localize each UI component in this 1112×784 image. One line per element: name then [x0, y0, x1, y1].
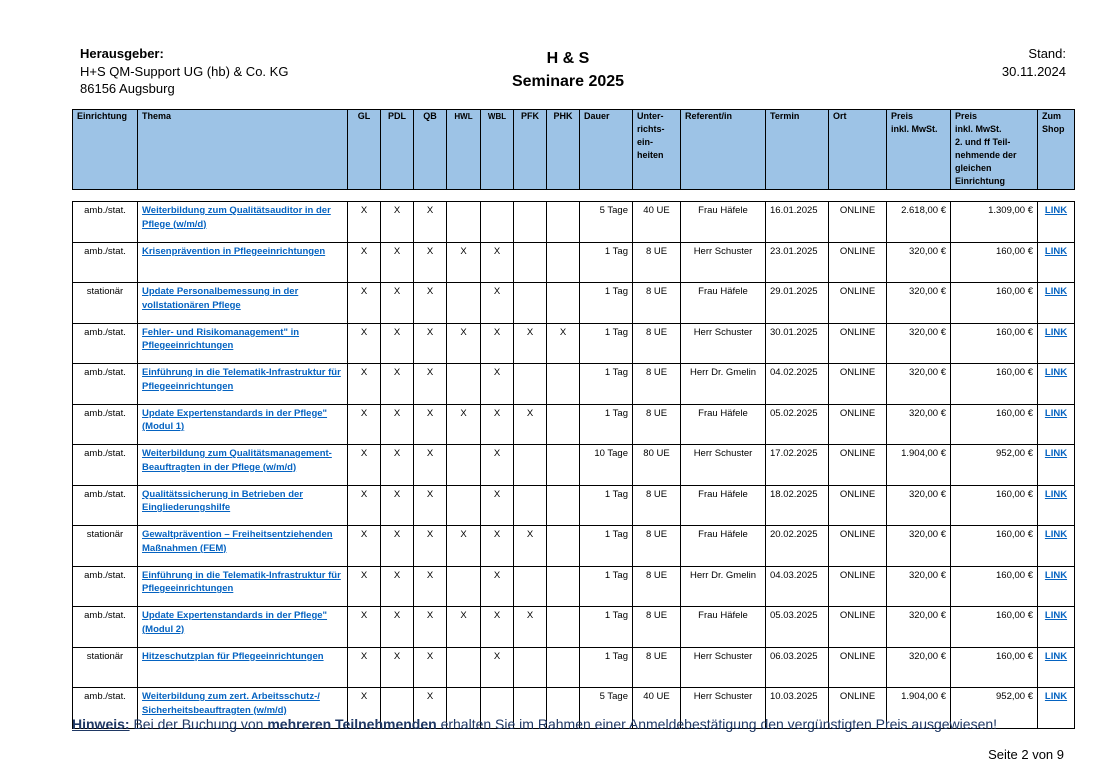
cell-pfk — [514, 647, 547, 688]
note-text-bold: mehreren Teilnehmenden — [267, 716, 437, 732]
spacer-row — [73, 190, 1075, 202]
cell-phk — [547, 647, 580, 688]
cell-termin: 20.02.2025 — [766, 526, 829, 567]
col-header: Ort — [829, 110, 887, 190]
cell-pdl: X — [381, 242, 414, 283]
cell-phk — [547, 526, 580, 567]
cell-wbl: X — [481, 445, 514, 486]
cell-referent: Frau Häfele — [681, 202, 766, 243]
cell-gl: X — [348, 607, 381, 648]
col-header: PFK — [514, 110, 547, 190]
cell-hwl — [447, 202, 481, 243]
stand-block — [1002, 45, 1066, 80]
cell-gl: X — [348, 242, 381, 283]
spacer-cell — [73, 190, 1075, 202]
cell-ort: ONLINE — [829, 283, 887, 324]
shop-link[interactable]: LINK — [1044, 691, 1068, 702]
cell-preis: 1.904,00 € — [887, 688, 951, 729]
seminar-title-link[interactable]: Weiterbildung zum Qualitätsmanagement-Beauftragten in der Pflege (w/m/d) — [142, 448, 332, 473]
cell-wbl: X — [481, 485, 514, 526]
cell-pfk: X — [514, 404, 547, 445]
cell-ort: ONLINE — [829, 566, 887, 607]
title-line-2: Seminare 2025 — [511, 73, 625, 90]
cell-qb: X — [414, 283, 447, 324]
shop-link[interactable]: LINK — [1044, 245, 1068, 257]
cell-ort: ONLINE — [829, 404, 887, 445]
cell-preis: 2.618,00 € — [887, 202, 951, 243]
cell-dauer: 1 Tag — [580, 404, 633, 445]
cell-ue: 8 UE — [633, 242, 681, 283]
stand-date: 30.11.2024 — [1001, 63, 1066, 79]
cell-link — [1038, 242, 1075, 283]
cell-phk — [547, 364, 580, 405]
publisher-block — [80, 45, 288, 98]
cell-qb: X — [414, 445, 447, 486]
cell-qb: X — [414, 566, 447, 607]
cell-termin: 16.01.2025 — [766, 202, 829, 243]
cell-hwl: X — [447, 404, 481, 445]
shop-link[interactable]: LINK — [1044, 448, 1068, 459]
col-header: Einrichtung — [73, 110, 138, 190]
cell-ue: 8 UE — [633, 647, 681, 688]
shop-link[interactable]: LINK — [1044, 569, 1068, 581]
cell-referent: Herr Schuster — [681, 323, 766, 364]
table-row — [73, 364, 1075, 405]
seminar-title-link[interactable]: Hitzeschutzplan für Pflegeeinrichtungen — [142, 650, 324, 662]
cell-referent: Frau Häfele — [681, 526, 766, 567]
cell-pfk: X — [514, 607, 547, 648]
cell-gl: X — [348, 323, 381, 364]
stand-label: Stand: — [1028, 46, 1066, 61]
cell-preis: 320,00 € — [887, 404, 951, 445]
shop-link[interactable]: LINK — [1044, 529, 1068, 540]
cell-phk — [547, 445, 580, 486]
table-row — [73, 404, 1075, 445]
cell-ort: ONLINE — [829, 526, 887, 567]
cell-wbl: X — [481, 323, 514, 364]
cell-dauer: 1 Tag — [580, 323, 633, 364]
cell-link — [1038, 566, 1075, 607]
cell-gl: X — [348, 364, 381, 405]
page-number: Seite 2 von 9 — [988, 747, 1064, 762]
cell-hwl — [447, 485, 481, 526]
cell-ort: ONLINE — [829, 688, 887, 729]
cell-qb: X — [414, 647, 447, 688]
cell-wbl: X — [481, 364, 514, 405]
cell-referent: Frau Häfele — [681, 404, 766, 445]
cell-ort: ONLINE — [829, 202, 887, 243]
cell-dauer: 1 Tag — [580, 364, 633, 405]
cell-preis: 320,00 € — [887, 323, 951, 364]
col-header: Preis inkl. MwSt. — [887, 110, 951, 190]
cell-wbl: X — [481, 404, 514, 445]
cell-preis2: 952,00 € — [951, 688, 1038, 729]
cell-pfk — [514, 445, 547, 486]
seminar-title-link[interactable]: Update Expertenstandards in der Pflege" (Modul 2) — [142, 610, 328, 635]
cell-ort: ONLINE — [829, 607, 887, 648]
cell-ue: 8 UE — [633, 485, 681, 526]
cell-termin: 23.01.2025 — [766, 242, 829, 283]
table-row — [73, 607, 1075, 648]
table-row — [73, 202, 1075, 243]
cell-phk — [547, 566, 580, 607]
note-text-1: Bei der Buchung von — [129, 716, 268, 732]
cell-link — [1038, 445, 1075, 486]
cell-link — [1038, 485, 1075, 526]
cell-gl: X — [348, 526, 381, 567]
cell-termin: 30.01.2025 — [766, 323, 829, 364]
shop-link[interactable]: LINK — [1044, 326, 1068, 338]
cell-hwl: X — [447, 526, 481, 567]
cell-referent: Herr Schuster — [681, 647, 766, 688]
cell-hwl — [447, 283, 481, 324]
cell-wbl: X — [481, 526, 514, 567]
cell-qb: X — [414, 485, 447, 526]
cell-link — [1038, 647, 1075, 688]
cell-ue: 8 UE — [633, 526, 681, 567]
cell-pfk — [514, 364, 547, 405]
cell-pdl: X — [381, 364, 414, 405]
cell-link — [1038, 688, 1075, 729]
cell-preis2: 160,00 € — [951, 485, 1038, 526]
table-header-row — [73, 110, 1075, 190]
cell-hwl — [447, 364, 481, 405]
col-header: PDL — [381, 110, 414, 190]
cell-pdl: X — [381, 202, 414, 243]
cell-hwl: X — [447, 242, 481, 283]
cell-referent: Herr Schuster — [681, 242, 766, 283]
cell-thema — [138, 607, 348, 648]
seminar-table — [72, 109, 1075, 729]
cell-preis2: 160,00 € — [951, 364, 1038, 405]
document-title — [468, 47, 668, 93]
cell-termin: 10.03.2025 — [766, 688, 829, 729]
shop-link[interactable]: LINK — [1044, 407, 1068, 419]
cell-pfk: X — [514, 526, 547, 567]
cell-preis: 320,00 € — [887, 526, 951, 567]
cell-qb: X — [414, 526, 447, 567]
cell-thema — [138, 526, 348, 567]
cell-wbl: X — [481, 607, 514, 648]
cell-wbl: X — [481, 566, 514, 607]
cell-einrichtung: amb./stat. — [73, 485, 138, 526]
cell-ue: 8 UE — [633, 364, 681, 405]
cell-wbl: X — [481, 242, 514, 283]
cell-einrichtung: amb./stat. — [73, 607, 138, 648]
cell-wbl: X — [481, 283, 514, 324]
cell-qb: X — [414, 202, 447, 243]
table-row — [73, 283, 1075, 324]
seminar-title-link[interactable]: Weiterbildung zum Qualitätsauditor in der Pflege (w/m/d) — [142, 205, 331, 230]
cell-pdl: X — [381, 607, 414, 648]
cell-ort: ONLINE — [829, 485, 887, 526]
cell-ue: 8 UE — [633, 566, 681, 607]
cell-pfk — [514, 202, 547, 243]
seminar-title-link[interactable]: Qualitätssicherung in Betrieben der Eingliederungshilfe — [142, 488, 304, 513]
cell-einrichtung: stationär — [73, 283, 138, 324]
cell-wbl: X — [481, 647, 514, 688]
cell-referent: Herr Dr. Gmelin — [681, 566, 766, 607]
table-row — [73, 323, 1075, 364]
col-header: Dauer — [580, 110, 633, 190]
cell-link — [1038, 283, 1075, 324]
cell-pdl: X — [381, 404, 414, 445]
col-header: Referent/in — [681, 110, 766, 190]
cell-ort: ONLINE — [829, 647, 887, 688]
shop-link[interactable]: LINK — [1044, 488, 1068, 500]
cell-link — [1038, 323, 1075, 364]
cell-thema — [138, 485, 348, 526]
cell-link — [1038, 202, 1075, 243]
cell-qb: X — [414, 242, 447, 283]
cell-gl: X — [348, 485, 381, 526]
seminar-title-link[interactable]: Einführung in die Telematik-Infrastruktur für Pflegeeinrichtungen — [142, 569, 341, 594]
cell-dauer: 1 Tag — [580, 607, 633, 648]
cell-qb: X — [414, 607, 447, 648]
cell-termin: 06.03.2025 — [766, 647, 829, 688]
cell-link — [1038, 607, 1075, 648]
cell-preis2: 160,00 € — [951, 283, 1038, 324]
cell-termin: 17.02.2025 — [766, 445, 829, 486]
seminar-title-link[interactable]: Weiterbildung zum zert. Arbeitsschutz-/ Sicherheitsbeauftragten (w/m/d) — [142, 691, 320, 716]
cell-preis2: 160,00 € — [951, 526, 1038, 567]
cell-gl: X — [348, 283, 381, 324]
cell-preis2: 160,00 € — [951, 647, 1038, 688]
cell-referent: Herr Dr. Gmelin — [681, 364, 766, 405]
cell-thema — [138, 404, 348, 445]
cell-preis2: 160,00 € — [951, 566, 1038, 607]
table-row — [73, 526, 1075, 567]
table-row — [73, 242, 1075, 283]
cell-ort: ONLINE — [829, 445, 887, 486]
booking-note — [72, 716, 997, 732]
cell-ue: 8 UE — [633, 404, 681, 445]
cell-phk — [547, 485, 580, 526]
shop-link[interactable]: LINK — [1044, 650, 1068, 662]
cell-einrichtung: amb./stat. — [73, 566, 138, 607]
cell-pdl: X — [381, 323, 414, 364]
cell-thema — [138, 283, 348, 324]
cell-qb: X — [414, 688, 447, 729]
cell-einrichtung: stationär — [73, 526, 138, 567]
cell-preis: 320,00 € — [887, 242, 951, 283]
table-row — [73, 485, 1075, 526]
publisher-label: Herausgeber: — [80, 46, 164, 61]
cell-preis2: 1.309,00 € — [951, 202, 1038, 243]
cell-phk — [547, 283, 580, 324]
cell-dauer: 5 Tage — [580, 202, 633, 243]
cell-einrichtung: amb./stat. — [73, 445, 138, 486]
note-text-2: erhalten Sie im Rahmen einer Anmeldebestätigung den vergünstigten Preis ausgewiesen! — [436, 716, 998, 732]
cell-preis: 320,00 € — [887, 607, 951, 648]
cell-dauer: 1 Tag — [580, 566, 633, 607]
title-line-1: H & S — [546, 50, 590, 67]
cell-pfk: X — [514, 323, 547, 364]
cell-pfk — [514, 566, 547, 607]
cell-thema — [138, 445, 348, 486]
cell-einrichtung: amb./stat. — [73, 242, 138, 283]
cell-pfk — [514, 485, 547, 526]
cell-phk — [547, 202, 580, 243]
cell-gl: X — [348, 404, 381, 445]
seminar-table-body — [73, 190, 1075, 729]
cell-dauer: 5 Tage — [580, 688, 633, 729]
seminar-title-link[interactable]: Update Personalbemessung in der vollstationären Pflege — [142, 286, 299, 311]
col-header: Preis inkl. MwSt. 2. und ff Teil- nehmende der gleichen Einrichtung — [951, 110, 1038, 190]
cell-pdl: X — [381, 445, 414, 486]
cell-dauer: 1 Tag — [580, 242, 633, 283]
cell-link — [1038, 526, 1075, 567]
cell-referent: Frau Häfele — [681, 485, 766, 526]
shop-link[interactable]: LINK — [1044, 610, 1068, 621]
cell-hwl: X — [447, 323, 481, 364]
cell-pdl: X — [381, 283, 414, 324]
col-header: Unter- richts- ein- heiten — [633, 110, 681, 190]
cell-preis2: 160,00 € — [951, 323, 1038, 364]
col-header: HWL — [447, 110, 481, 190]
seminar-title-link[interactable]: Krisenprävention in Pflegeeinrichtungen — [142, 245, 326, 257]
cell-preis: 1.904,00 € — [887, 445, 951, 486]
cell-dauer: 10 Tage — [580, 445, 633, 486]
cell-preis: 320,00 € — [887, 485, 951, 526]
cell-hwl — [447, 647, 481, 688]
cell-gl: X — [348, 445, 381, 486]
cell-preis: 320,00 € — [887, 364, 951, 405]
cell-referent: Herr Schuster — [681, 445, 766, 486]
col-header: WBL — [481, 110, 514, 190]
publisher-name: H+S QM-Support UG (hb) & Co. KG — [80, 63, 289, 79]
cell-pdl: X — [381, 566, 414, 607]
cell-gl: X — [348, 647, 381, 688]
cell-qb: X — [414, 404, 447, 445]
cell-link — [1038, 404, 1075, 445]
cell-termin: 05.02.2025 — [766, 404, 829, 445]
cell-thema — [138, 364, 348, 405]
cell-ue: 8 UE — [633, 323, 681, 364]
cell-einrichtung: amb./stat. — [73, 364, 138, 405]
cell-ort: ONLINE — [829, 242, 887, 283]
cell-hwl — [447, 445, 481, 486]
cell-link — [1038, 364, 1075, 405]
col-header: QB — [414, 110, 447, 190]
note-label: Hinweis: — [72, 716, 130, 732]
cell-phk: X — [547, 323, 580, 364]
cell-thema — [138, 202, 348, 243]
col-header: Zum Shop — [1038, 110, 1075, 190]
cell-ue: 80 UE — [633, 445, 681, 486]
cell-preis: 320,00 € — [887, 566, 951, 607]
cell-qb: X — [414, 323, 447, 364]
shop-link[interactable]: LINK — [1044, 367, 1068, 378]
cell-referent: Herr Schuster — [681, 688, 766, 729]
cell-pdl: X — [381, 485, 414, 526]
cell-einrichtung: stationär — [73, 647, 138, 688]
cell-preis2: 160,00 € — [951, 242, 1038, 283]
cell-dauer: 1 Tag — [580, 283, 633, 324]
cell-preis: 320,00 € — [887, 283, 951, 324]
shop-link[interactable]: LINK — [1044, 286, 1068, 297]
seminar-title-link[interactable]: Einführung in die Telematik-Infrastruktur für Pflegeeinrichtungen — [142, 367, 341, 392]
table-row — [73, 566, 1075, 607]
cell-phk — [547, 607, 580, 648]
cell-thema — [138, 242, 348, 283]
cell-phk — [547, 242, 580, 283]
cell-termin: 04.03.2025 — [766, 566, 829, 607]
cell-preis2: 952,00 € — [951, 445, 1038, 486]
cell-gl: X — [348, 566, 381, 607]
cell-dauer: 1 Tag — [580, 526, 633, 567]
cell-einrichtung: amb./stat. — [73, 323, 138, 364]
cell-referent: Frau Häfele — [681, 607, 766, 648]
cell-preis2: 160,00 € — [951, 607, 1038, 648]
cell-termin: 18.02.2025 — [766, 485, 829, 526]
cell-thema — [138, 647, 348, 688]
col-header: GL — [348, 110, 381, 190]
cell-gl: X — [348, 202, 381, 243]
cell-termin: 29.01.2025 — [766, 283, 829, 324]
seminar-title-link[interactable]: Gewaltprävention – Freiheitsentziehenden Maßnahmen (FEM) — [142, 529, 333, 554]
cell-hwl — [447, 566, 481, 607]
cell-einrichtung: amb./stat. — [73, 404, 138, 445]
cell-pdl: X — [381, 647, 414, 688]
cell-ort: ONLINE — [829, 364, 887, 405]
cell-dauer: 1 Tag — [580, 647, 633, 688]
cell-ue: 8 UE — [633, 283, 681, 324]
table-row — [73, 647, 1075, 688]
col-header: Termin — [766, 110, 829, 190]
cell-ort: ONLINE — [829, 323, 887, 364]
cell-dauer: 1 Tag — [580, 485, 633, 526]
cell-ue: 8 UE — [633, 607, 681, 648]
cell-hwl: X — [447, 607, 481, 648]
shop-link[interactable]: LINK — [1044, 205, 1068, 216]
cell-referent: Frau Häfele — [681, 283, 766, 324]
cell-einrichtung: amb./stat. — [73, 688, 138, 729]
col-header: PHK — [547, 110, 580, 190]
cell-einrichtung: amb./stat. — [73, 202, 138, 243]
seminar-title-link[interactable]: Update Expertenstandards in der Pflege" (Modul 1) — [142, 407, 328, 432]
col-header: Thema — [138, 110, 348, 190]
cell-qb: X — [414, 364, 447, 405]
cell-pdl: X — [381, 526, 414, 567]
table-row — [73, 445, 1075, 486]
cell-pfk — [514, 283, 547, 324]
cell-phk — [547, 404, 580, 445]
cell-ue: 40 UE — [633, 202, 681, 243]
cell-gl: X — [348, 688, 381, 729]
cell-termin: 04.02.2025 — [766, 364, 829, 405]
cell-wbl — [481, 202, 514, 243]
publisher-city: 86156 Augsburg — [80, 81, 175, 96]
seminar-title-link[interactable]: Fehler- und Risikomanagement" in Pflegeeinrichtungen — [142, 326, 300, 351]
cell-pfk — [514, 242, 547, 283]
cell-thema — [138, 323, 348, 364]
cell-preis2: 160,00 € — [951, 404, 1038, 445]
cell-ue: 40 UE — [633, 688, 681, 729]
cell-termin: 05.03.2025 — [766, 607, 829, 648]
cell-thema — [138, 566, 348, 607]
cell-preis: 320,00 € — [887, 647, 951, 688]
